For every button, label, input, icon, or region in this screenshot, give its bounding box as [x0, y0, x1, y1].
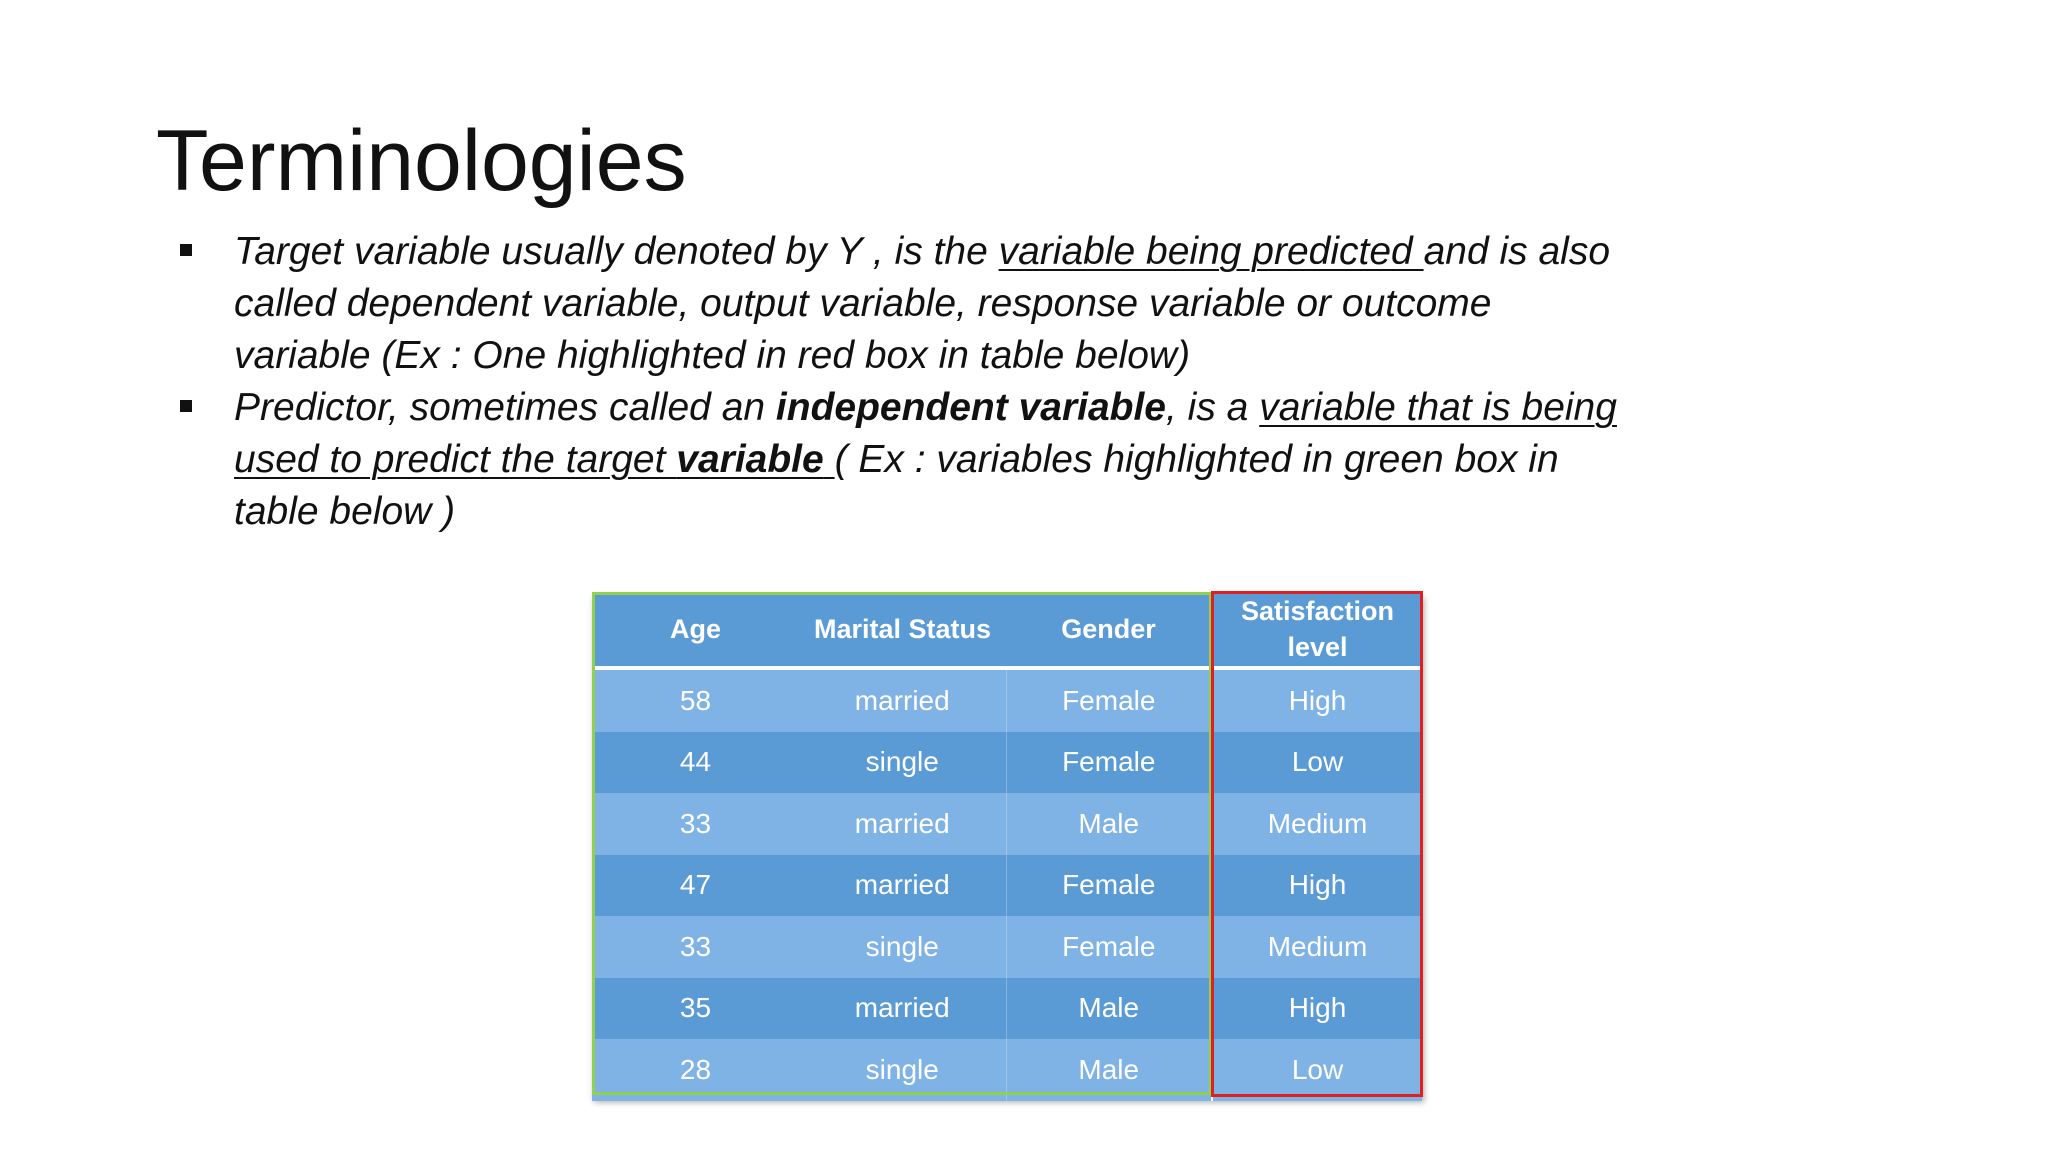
underlined-text: [824, 438, 835, 481]
table-row: [592, 916, 1422, 978]
cell-satisfaction-level: Low: [1212, 732, 1422, 794]
bullet-predictor: [178, 382, 1618, 538]
header-gender: Gender: [1006, 592, 1212, 668]
cell-gender: Female: [1006, 855, 1212, 917]
cell-satisfaction-level: High: [1212, 668, 1422, 732]
data-table: [592, 592, 1422, 1101]
bullet-text: ( Ex : variables highlighted in green box in table below ): [234, 438, 1559, 533]
slide-title: Terminologies: [156, 113, 687, 209]
table-body: [592, 668, 1422, 1101]
table-row: [592, 978, 1422, 1040]
bullet-target-variable: [178, 226, 1618, 382]
cell-age: 35: [592, 978, 799, 1040]
cell-age: 47: [592, 855, 799, 917]
header-satisfaction-level: Satisfaction level: [1212, 592, 1422, 668]
cell-satisfaction-level: Low: [1212, 1039, 1422, 1101]
cell-gender: Female: [1006, 916, 1212, 978]
underlined-bold-text: variable: [676, 438, 824, 481]
cell-gender: Male: [1006, 1039, 1212, 1101]
cell-age: 33: [592, 916, 799, 978]
data-table-container: [592, 592, 1422, 1096]
header-marital-status: Marital Status: [799, 592, 1006, 668]
square-bullet-icon: [180, 400, 192, 412]
cell-age: 28: [592, 1039, 799, 1101]
table-row: [592, 793, 1422, 855]
bullet-text: Target variable usually denoted by Y , is the: [234, 230, 999, 273]
bullet-text: Predictor, sometimes called an: [234, 386, 776, 429]
underlined-text: variable being predicted: [998, 230, 1424, 273]
table-header-row: [592, 592, 1422, 668]
cell-age: 58: [592, 668, 799, 732]
cell-gender: Female: [1006, 732, 1212, 794]
bullet-text: , is a: [1166, 386, 1260, 429]
cell-gender: Male: [1006, 978, 1212, 1040]
bullet-text: and is also called dependent variable, output variable, response variable or outcome variable (Ex : One highlighted in red box in table below): [234, 230, 1611, 377]
table-row: [592, 855, 1422, 917]
square-bullet-icon: [180, 244, 192, 256]
cell-marital-status: single: [799, 916, 1006, 978]
table-row: [592, 732, 1422, 794]
cell-marital-status: single: [799, 1039, 1006, 1101]
cell-satisfaction-level: Medium: [1212, 916, 1422, 978]
cell-marital-status: married: [799, 855, 1006, 917]
table-row: [592, 668, 1422, 732]
cell-satisfaction-level: High: [1212, 978, 1422, 1040]
cell-gender: Male: [1006, 793, 1212, 855]
cell-marital-status: single: [799, 732, 1006, 794]
cell-age: 33: [592, 793, 799, 855]
header-age: Age: [592, 592, 799, 668]
bullet-list: [178, 226, 1618, 538]
cell-marital-status: married: [799, 978, 1006, 1040]
bold-text: independent variable: [775, 386, 1167, 429]
cell-satisfaction-level: Medium: [1212, 793, 1422, 855]
table-row: [592, 1039, 1422, 1101]
cell-marital-status: married: [799, 793, 1006, 855]
cell-age: 44: [592, 732, 799, 794]
underlined-text: variable that is being used to predict the target: [234, 386, 1617, 481]
cell-marital-status: married: [799, 668, 1006, 732]
cell-satisfaction-level: High: [1212, 855, 1422, 917]
cell-gender: Female: [1006, 668, 1212, 732]
